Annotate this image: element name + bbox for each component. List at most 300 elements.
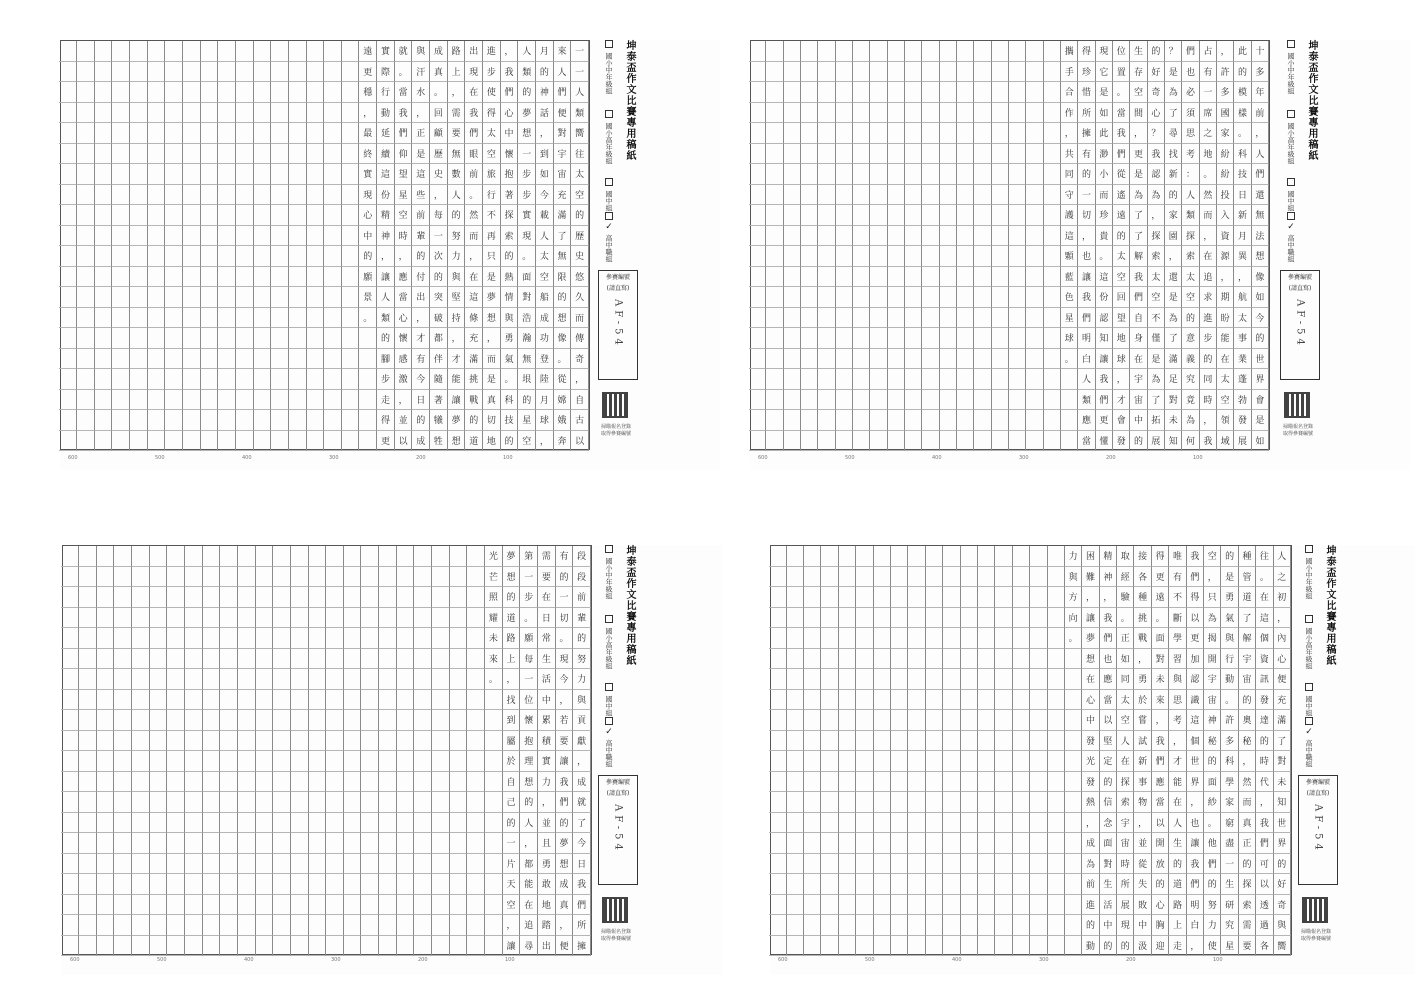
option-elementary-mid[interactable] bbox=[1304, 545, 1314, 599]
qr-caption: 掃瞄報名登錄 取得參賽編號 bbox=[600, 424, 631, 437]
grid-cell bbox=[1013, 649, 1030, 670]
entry-id-note: (請直寫) bbox=[1306, 790, 1330, 797]
grid-cell bbox=[307, 369, 325, 390]
grid-cell: 們 bbox=[1187, 874, 1204, 895]
grid-cell bbox=[61, 874, 79, 895]
grid-cell bbox=[974, 308, 991, 329]
grid-cell bbox=[992, 205, 1009, 226]
grid-cell: 遠 bbox=[1113, 205, 1130, 226]
grid-cell bbox=[926, 710, 943, 731]
grid-cell: 須 bbox=[1182, 103, 1199, 124]
grid-cell bbox=[821, 690, 838, 711]
grid-cell bbox=[891, 792, 908, 813]
grid-cell: 實 bbox=[538, 751, 556, 772]
grid-cell bbox=[874, 813, 891, 834]
checkbox[interactable] bbox=[1287, 110, 1295, 118]
grid-cell: 種 bbox=[1239, 546, 1256, 567]
grid-cell bbox=[1044, 328, 1061, 349]
grid-cell: 究 bbox=[1182, 369, 1199, 390]
grid-cell: 初 bbox=[1274, 587, 1291, 608]
checkbox[interactable] bbox=[605, 212, 613, 220]
option-senior-high[interactable] bbox=[1286, 212, 1296, 262]
grid-cell bbox=[291, 874, 309, 895]
checkbox[interactable] bbox=[605, 545, 613, 553]
grid-cell: 管 bbox=[1239, 567, 1256, 588]
grid-cell: 了 bbox=[1239, 608, 1256, 629]
grid-cell bbox=[821, 813, 838, 834]
tick-label: 400 bbox=[932, 455, 942, 461]
checkbox[interactable] bbox=[1305, 545, 1313, 553]
grid-cell bbox=[978, 731, 995, 752]
grid-cell: 懂 bbox=[1096, 431, 1113, 452]
grid-cell: 界 bbox=[1252, 369, 1269, 390]
grid-cell bbox=[957, 287, 974, 308]
grid-cell: 。 bbox=[1152, 608, 1169, 629]
grid-cell bbox=[957, 62, 974, 83]
checkbox[interactable] bbox=[1287, 212, 1295, 220]
grid-cell bbox=[1048, 628, 1065, 649]
grid-cell bbox=[307, 349, 325, 370]
grid-cell: 而 bbox=[1200, 205, 1217, 226]
grid-cell bbox=[114, 772, 132, 793]
grid-cell bbox=[59, 369, 77, 390]
grid-cell bbox=[908, 628, 925, 649]
grid-cell: 們 bbox=[1256, 833, 1273, 854]
grid-cell bbox=[185, 895, 203, 916]
grid-cell: 資 bbox=[1217, 226, 1234, 247]
grid-cell bbox=[291, 854, 309, 875]
option-elementary-mid[interactable] bbox=[1286, 40, 1296, 94]
grid-cell: 對 bbox=[1165, 390, 1182, 411]
grid-cell: 作 bbox=[1061, 103, 1078, 124]
grid-cell bbox=[784, 328, 801, 349]
grid-cell: 一 bbox=[1200, 82, 1217, 103]
grid-cell bbox=[167, 587, 185, 608]
grid-cell: 不 bbox=[483, 205, 501, 226]
grid-cell bbox=[271, 82, 289, 103]
checkbox[interactable] bbox=[605, 178, 613, 186]
grid-cell bbox=[995, 833, 1012, 854]
grid-cell bbox=[978, 587, 995, 608]
entry-id-note: (請直寫) bbox=[1288, 285, 1312, 292]
grid-cell bbox=[450, 690, 468, 711]
option-elementary-high[interactable] bbox=[604, 615, 614, 669]
grid-cell: 足 bbox=[1165, 369, 1182, 390]
grid-cell bbox=[905, 82, 922, 103]
grid-cell bbox=[874, 936, 891, 957]
grid-cell bbox=[132, 936, 150, 957]
grid-cell bbox=[943, 833, 960, 854]
grid-cell: 們 bbox=[556, 792, 574, 813]
grid-cell: 胸 bbox=[1152, 915, 1169, 936]
grid-cell bbox=[344, 587, 362, 608]
grid-cell: 多 bbox=[1252, 62, 1269, 83]
grid-cell: ， bbox=[1082, 813, 1099, 834]
grid-cell: 有 bbox=[412, 349, 430, 370]
grid-cell bbox=[309, 915, 327, 936]
grid-cell bbox=[891, 813, 908, 834]
grid-cell bbox=[995, 915, 1012, 936]
grid-cell bbox=[130, 246, 148, 267]
option-junior-high[interactable] bbox=[604, 178, 614, 211]
option-elementary-high[interactable] bbox=[1286, 110, 1296, 164]
grid-cell: 芒 bbox=[485, 567, 503, 588]
grid-cell bbox=[203, 895, 221, 916]
grid-cell: 人 bbox=[1169, 813, 1186, 834]
grid-cell: 地 bbox=[538, 895, 556, 916]
grid-cell bbox=[326, 772, 344, 793]
grid-cell bbox=[342, 205, 360, 226]
grid-cell bbox=[749, 185, 766, 206]
grid-cell bbox=[853, 82, 870, 103]
grid-cell bbox=[79, 854, 97, 875]
grid-cell: 學 bbox=[1169, 628, 1186, 649]
grid-cell bbox=[856, 710, 873, 731]
grid-cell bbox=[995, 690, 1012, 711]
checkbox[interactable] bbox=[1305, 683, 1313, 691]
grid-cell: 現 bbox=[556, 649, 574, 670]
grid-cell bbox=[326, 936, 344, 957]
grid-cell: 時 bbox=[1117, 854, 1134, 875]
grid-cell bbox=[974, 82, 991, 103]
grid-cell bbox=[943, 669, 960, 690]
grid-cell: 讓 bbox=[556, 751, 574, 772]
grid-cell bbox=[804, 731, 821, 752]
option-junior-high[interactable] bbox=[1286, 178, 1296, 211]
grid-cell: 腳 bbox=[377, 349, 395, 370]
contest-title: 坤泰盃作文比賽專用稿紙 bbox=[624, 40, 635, 161]
grid-cell: 與 bbox=[501, 308, 519, 329]
grid-cell bbox=[974, 369, 991, 390]
grid-cell: 付 bbox=[412, 267, 430, 288]
grid-cell bbox=[79, 710, 97, 731]
grid-cell bbox=[856, 936, 873, 957]
grid-cell: 未 bbox=[1165, 410, 1182, 431]
grid-cell: 秘 bbox=[1239, 731, 1256, 752]
grid-cell bbox=[344, 772, 362, 793]
grid-cell: 的 bbox=[465, 410, 483, 431]
checkbox[interactable] bbox=[605, 110, 613, 118]
grid-cell bbox=[432, 710, 450, 731]
grid-cell bbox=[218, 308, 236, 329]
grid-cell: 以 bbox=[1152, 813, 1169, 834]
checkbox[interactable] bbox=[605, 683, 613, 691]
grid-cell: 球 bbox=[1113, 349, 1130, 370]
grid-cell: 未 bbox=[1152, 669, 1169, 690]
grid-cell bbox=[801, 62, 818, 83]
grid-cell: ？ bbox=[1148, 123, 1165, 144]
grid-cell bbox=[926, 915, 943, 936]
grid-cell bbox=[307, 287, 325, 308]
grid-cell: 最 bbox=[359, 123, 377, 144]
grid-cell: 勇 bbox=[1134, 669, 1151, 690]
grid-cell bbox=[148, 287, 166, 308]
grid-cell bbox=[309, 874, 327, 895]
grid-cell bbox=[908, 751, 925, 772]
grid-cell bbox=[766, 308, 783, 329]
grid-cell bbox=[95, 246, 113, 267]
entry-id-box[interactable] bbox=[598, 775, 638, 885]
grid-cell bbox=[236, 246, 254, 267]
checkbox[interactable] bbox=[605, 615, 613, 623]
grid-cell bbox=[97, 936, 115, 957]
grid-cell: 中 bbox=[1134, 915, 1151, 936]
option-label: 高中職組 bbox=[1287, 234, 1295, 263]
grid-cell bbox=[97, 608, 115, 629]
grid-cell: 時 bbox=[1256, 751, 1273, 772]
option-label: 國小中年級組 bbox=[1287, 52, 1295, 95]
grid-cell: 球 bbox=[1061, 328, 1078, 349]
entry-id-box[interactable] bbox=[598, 270, 638, 380]
grid-cell bbox=[238, 731, 256, 752]
grid-cell bbox=[79, 731, 97, 752]
grid-cell bbox=[236, 123, 254, 144]
grid-cell: 星 bbox=[1221, 936, 1238, 957]
grid-cell bbox=[148, 267, 166, 288]
grid-cell bbox=[1044, 103, 1061, 124]
checkbox[interactable] bbox=[1287, 178, 1295, 186]
checkbox[interactable] bbox=[1305, 717, 1313, 725]
grid-cell: 種 bbox=[1134, 587, 1151, 608]
grid-cell bbox=[414, 854, 432, 875]
grid-cell bbox=[992, 349, 1009, 370]
grid-cell bbox=[926, 731, 943, 752]
grid-cell bbox=[379, 936, 397, 957]
grid-cell bbox=[148, 123, 166, 144]
option-senior-high[interactable] bbox=[604, 717, 614, 767]
grid-cell bbox=[61, 649, 79, 670]
grid-cell bbox=[203, 833, 221, 854]
grid-cell: 。 bbox=[1065, 628, 1082, 649]
grid-cell bbox=[870, 62, 887, 83]
grid-cell: 們 bbox=[1152, 751, 1169, 772]
grid-cell bbox=[77, 369, 95, 390]
grid-cell bbox=[271, 41, 289, 62]
grid-cell: ， bbox=[1100, 587, 1117, 608]
grid-cell bbox=[150, 874, 168, 895]
option-elementary-high[interactable] bbox=[1304, 615, 1314, 669]
grid-cell: 必 bbox=[1182, 82, 1199, 103]
grid-cell: 勇 bbox=[538, 854, 556, 875]
entry-id-box[interactable] bbox=[1298, 775, 1338, 885]
grid-cell: 類 bbox=[1078, 390, 1095, 411]
grid-cell: 遙 bbox=[1113, 185, 1130, 206]
grid-cell: 力 bbox=[1204, 915, 1221, 936]
grid-cell bbox=[1009, 390, 1026, 411]
grid-cell bbox=[397, 874, 415, 895]
grid-cell: 新 bbox=[1234, 205, 1251, 226]
grid-cell bbox=[165, 431, 183, 452]
grid-cell: 之 bbox=[1200, 123, 1217, 144]
grid-cell bbox=[112, 246, 130, 267]
grid-cell bbox=[1030, 772, 1047, 793]
grid-cell bbox=[236, 62, 254, 83]
grid-cell bbox=[908, 874, 925, 895]
checkbox[interactable] bbox=[1287, 40, 1295, 48]
grid-cell: 像 bbox=[554, 328, 572, 349]
grid-cell: 資 bbox=[1256, 649, 1273, 670]
grid-cell bbox=[1026, 144, 1043, 165]
grid-cell: 揭 bbox=[1204, 628, 1221, 649]
grid-cell bbox=[95, 185, 113, 206]
option-elementary-mid[interactable] bbox=[604, 40, 614, 94]
grid-cell: 充 bbox=[554, 185, 572, 206]
grid-cell bbox=[891, 608, 908, 629]
grid-cell bbox=[218, 246, 236, 267]
grid-cell bbox=[961, 874, 978, 895]
qr-code-icon bbox=[1302, 897, 1328, 923]
grid-cell: ， bbox=[1130, 123, 1147, 144]
grid-cell bbox=[450, 854, 468, 875]
grid-cell: 可 bbox=[1256, 854, 1273, 875]
grid-cell bbox=[922, 246, 939, 267]
grid-cell bbox=[324, 328, 342, 349]
checkbox[interactable] bbox=[605, 40, 613, 48]
grid-cell: 界 bbox=[1187, 772, 1204, 793]
grid-cell: 球 bbox=[536, 410, 554, 431]
grid-cell: ， bbox=[395, 390, 413, 411]
grid-cell bbox=[150, 567, 168, 588]
grid-cell: 的 bbox=[448, 205, 466, 226]
grid-cell bbox=[961, 587, 978, 608]
entry-id-box[interactable] bbox=[1280, 270, 1320, 380]
grid-cell bbox=[1013, 731, 1030, 752]
grid-cell bbox=[922, 185, 939, 206]
grid-cell bbox=[908, 772, 925, 793]
grid-cell bbox=[344, 936, 362, 957]
grid-cell: 月 bbox=[1234, 226, 1251, 247]
grid-cell bbox=[414, 567, 432, 588]
grid-cell bbox=[291, 731, 309, 752]
grid-cell bbox=[218, 185, 236, 206]
grid-cell: 的 bbox=[1169, 854, 1186, 875]
grid-cell bbox=[183, 185, 201, 206]
option-senior-high[interactable] bbox=[1304, 717, 1314, 767]
grid-cell bbox=[769, 936, 786, 957]
grid-cell bbox=[836, 164, 853, 185]
grid-cell bbox=[112, 431, 130, 452]
grid-cell bbox=[749, 246, 766, 267]
grid-cell bbox=[291, 628, 309, 649]
grid-cell: 空 bbox=[1113, 267, 1130, 288]
grid-cell bbox=[220, 772, 238, 793]
grid-cell bbox=[995, 567, 1012, 588]
grid-cell bbox=[291, 751, 309, 772]
grid-cell bbox=[185, 731, 203, 752]
grid-cell bbox=[821, 936, 838, 957]
grid-cell: 段 bbox=[573, 567, 591, 588]
grid-cell bbox=[324, 41, 342, 62]
grid-cell bbox=[874, 567, 891, 588]
grid-cell: 開 bbox=[1204, 649, 1221, 670]
grid-cell: 們 bbox=[1096, 390, 1113, 411]
grid-cell bbox=[114, 833, 132, 854]
grid-cell bbox=[79, 874, 97, 895]
grid-cell bbox=[61, 546, 79, 567]
grid-cell bbox=[995, 751, 1012, 772]
option-junior-high[interactable] bbox=[1304, 683, 1314, 716]
grid-cell bbox=[821, 915, 838, 936]
grid-cell bbox=[749, 164, 766, 185]
grid-cell bbox=[309, 669, 327, 690]
grid-cell bbox=[326, 874, 344, 895]
grid-cell bbox=[112, 390, 130, 411]
grid-cell: 實 bbox=[377, 41, 395, 62]
grid-cell: 的 bbox=[1130, 431, 1147, 452]
grid-cell bbox=[905, 369, 922, 390]
option-elementary-high[interactable] bbox=[604, 110, 614, 164]
grid-cell: 的 bbox=[412, 246, 430, 267]
option-senior-high[interactable] bbox=[604, 212, 614, 262]
grid-cell bbox=[943, 772, 960, 793]
grid-cell bbox=[874, 874, 891, 895]
grid-cell bbox=[908, 608, 925, 629]
grid-cell bbox=[836, 226, 853, 247]
grid-cell bbox=[379, 567, 397, 588]
grid-cell: 我 bbox=[1187, 546, 1204, 567]
grid-cell bbox=[132, 772, 150, 793]
grid-cell: 定 bbox=[1100, 751, 1117, 772]
grid-cell bbox=[256, 710, 274, 731]
grid-cell: 的 bbox=[1200, 349, 1217, 370]
checkbox[interactable] bbox=[1305, 615, 1313, 623]
grid-cell bbox=[130, 226, 148, 247]
grid-cell bbox=[342, 144, 360, 165]
grid-cell bbox=[79, 567, 97, 588]
grid-cell: 新 bbox=[1165, 164, 1182, 185]
grid-cell bbox=[926, 546, 943, 567]
grid-cell bbox=[804, 936, 821, 957]
grid-cell: 意 bbox=[1182, 328, 1199, 349]
grid-cell bbox=[289, 164, 307, 185]
grid-cell: 也 bbox=[1100, 649, 1117, 670]
grid-cell bbox=[307, 41, 325, 62]
grid-cell bbox=[273, 833, 291, 854]
grid-cell bbox=[870, 103, 887, 124]
grid-cell bbox=[309, 936, 327, 957]
option-junior-high[interactable] bbox=[604, 683, 614, 716]
grid-cell: 是 bbox=[483, 267, 501, 288]
option-elementary-mid[interactable] bbox=[604, 545, 614, 599]
grid-cell: 些 bbox=[412, 185, 430, 206]
grid-cell: 當 bbox=[395, 287, 413, 308]
grid-cell bbox=[59, 390, 77, 411]
grid-cell bbox=[1048, 792, 1065, 813]
grid-cell bbox=[961, 895, 978, 916]
grid-cell: 生 bbox=[1169, 833, 1186, 854]
grid-cell bbox=[150, 854, 168, 875]
grid-cell bbox=[220, 854, 238, 875]
grid-cell: 著 bbox=[430, 390, 448, 411]
checkbox[interactable] bbox=[605, 717, 613, 725]
grid-cell bbox=[922, 41, 939, 62]
grid-cell: 今 bbox=[573, 833, 591, 854]
grid-cell bbox=[821, 546, 838, 567]
grid-cell: 此 bbox=[1234, 41, 1251, 62]
grid-cell bbox=[1030, 608, 1047, 629]
grid-cell bbox=[59, 431, 77, 452]
grid-cell bbox=[307, 267, 325, 288]
grid-cell: ， bbox=[1134, 649, 1151, 670]
grid-cell bbox=[836, 328, 853, 349]
writing-grid bbox=[770, 545, 1292, 955]
grid-cell bbox=[359, 349, 377, 370]
grid-cell bbox=[342, 287, 360, 308]
grid-cell: 有 bbox=[1200, 62, 1217, 83]
grid-cell bbox=[1026, 246, 1043, 267]
grid-cell bbox=[992, 369, 1009, 390]
grid-cell bbox=[926, 649, 943, 670]
